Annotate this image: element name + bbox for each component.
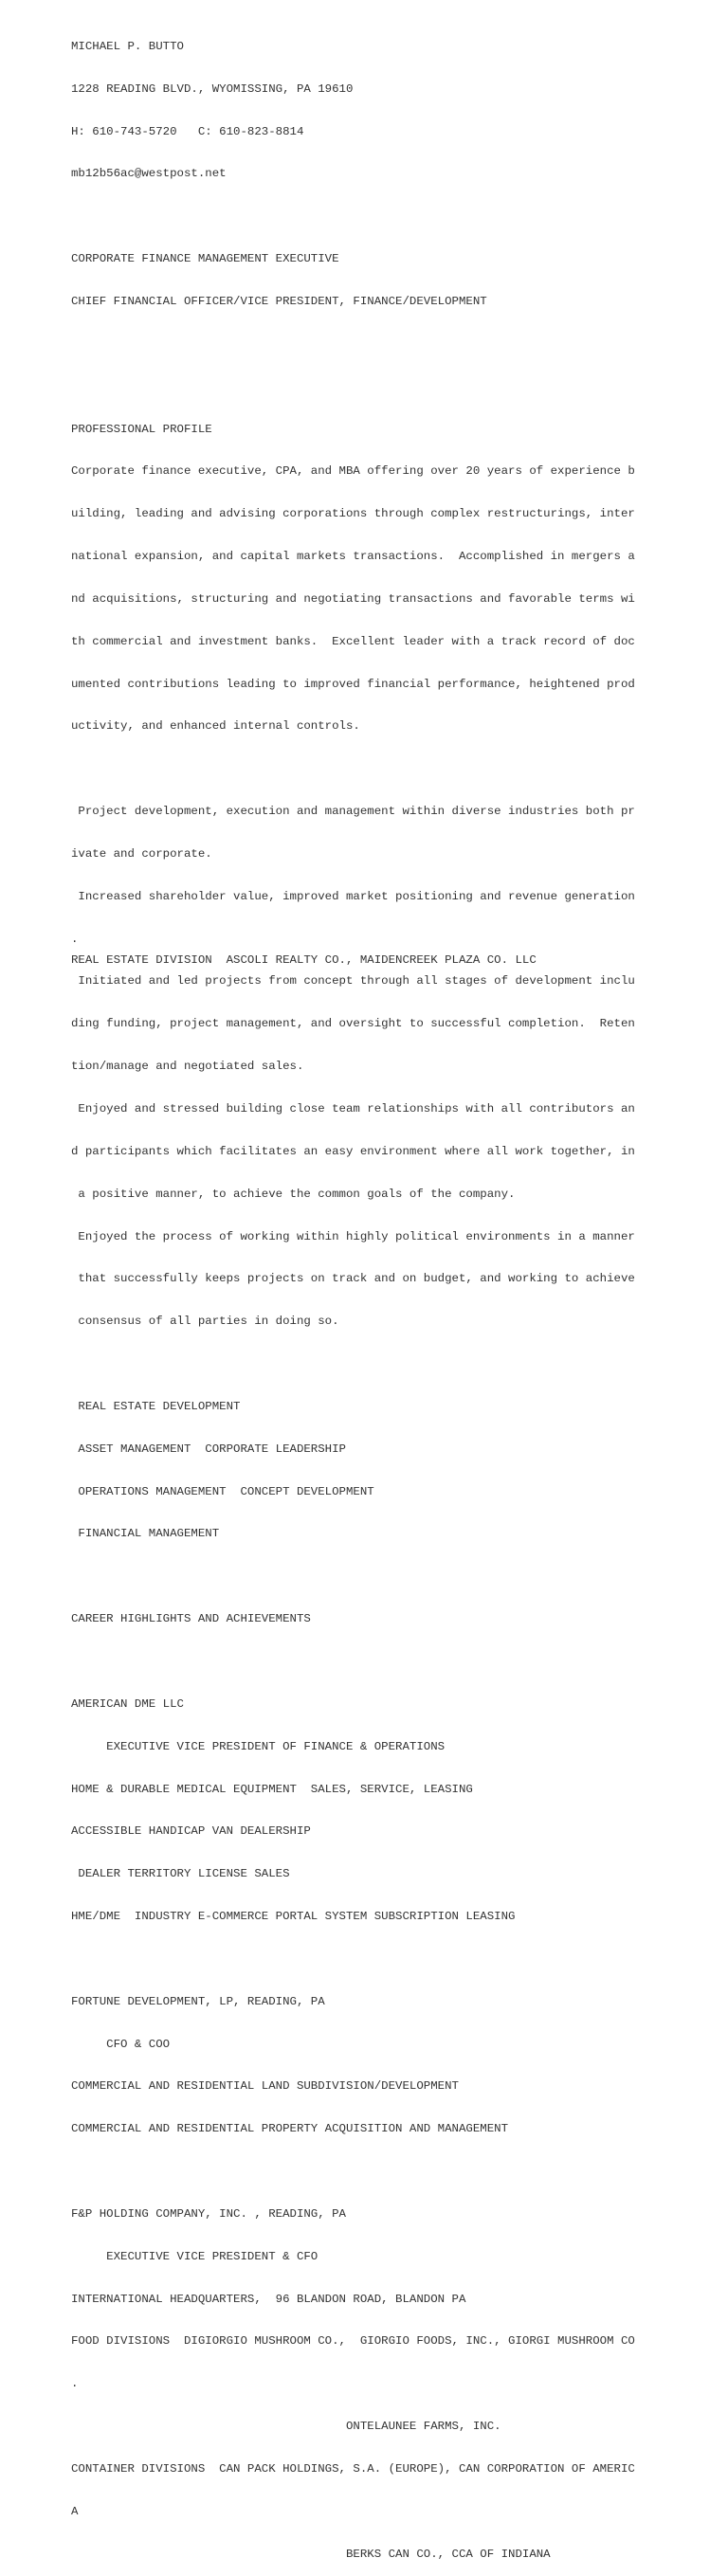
skill-line: ASSET MANAGEMENT CORPORATE LEADERSHIP <box>71 1442 346 1456</box>
applicant-address: 1228 READING BLVD., WYOMISSING, PA 19610 <box>71 82 354 96</box>
blank-line <box>71 2165 659 2179</box>
job-line: DEALER TERRITORY LICENSE SALES <box>71 1867 290 1881</box>
profile-bullet-line: ding funding, project management, and oversight to successful completion. Reten <box>71 1017 635 1031</box>
profile-bullet-line: Increased shareholder value, improved market positioning and revenue generation <box>71 889 635 903</box>
profile-bullet-line: Enjoyed and stressed building close team relationships with all contributors an <box>71 1102 635 1116</box>
skill-line: OPERATIONS MANAGEMENT CONCEPT DEVELOPMENT <box>71 1484 374 1498</box>
job-line: CFO & COO <box>71 2037 171 2051</box>
profile-text-line: national expansion, and capital markets transactions. Accomplished in mergers a <box>71 550 635 564</box>
profile-text-line: nd acquisitions, structuring and negotiating transactions and favorable terms wi <box>71 591 635 606</box>
job-line: COMMERCIAL AND RESIDENTIAL LAND SUBDIVISION/DEVELOPMENT <box>71 2079 459 2094</box>
job-line: . <box>71 2377 79 2391</box>
profile-bullet-line: consensus of all parties in doing so. <box>71 1315 339 1329</box>
profile-bullet-line: Project development, execution and management within diverse industries both pr <box>71 805 635 819</box>
profile-text-line: Corporate finance executive, CPA, and MBA offering over 20 years of experience b <box>71 464 635 479</box>
blank-line <box>71 337 659 352</box>
blank-line <box>71 1357 659 1371</box>
job-line: A <box>71 2504 79 2518</box>
profile-bullet-line: Enjoyed the process of working within highly political environments in a manner <box>71 1229 635 1243</box>
resume-document <box>71 11 659 2576</box>
career-heading: CAREER HIGHLIGHTS AND ACHIEVEMENTS <box>71 1612 311 1626</box>
job-line: HME/DME INDUSTRY E-COMMERCE PORTAL SYSTEM SUBSCRIPTION LEASING <box>71 1910 516 1924</box>
blank-line <box>71 1655 659 1669</box>
profile-bullet-line: that successfully keeps projects on track and on budget, and working to achieve <box>71 1272 635 1286</box>
title-line: CORPORATE FINANCE MANAGEMENT EXECUTIVE <box>71 252 339 266</box>
real-estate-division-line: REAL ESTATE DIVISION ASCOLI REALTY CO., MAIDENCREEK PLAZA CO. LLC <box>71 953 537 967</box>
profile-bullet-line: ivate and corporate. <box>71 846 212 861</box>
profile-bullet-line: Initiated and led projects from concept through all stages of development inclu <box>71 974 635 989</box>
title-line: CHIEF FINANCIAL OFFICER/VICE PRESIDENT, FINANCE/DEVELOPMENT <box>71 294 487 308</box>
profile-text-line: uctivity, and enhanced internal controls. <box>71 719 360 734</box>
job-line: EXECUTIVE VICE PRESIDENT OF FINANCE & OPERATIONS <box>71 1739 446 1753</box>
job-line: BERKS CAN CO., CCA OF INDIANA <box>71 2547 551 2561</box>
applicant-phones: H: 610-743-5720 C: 610-823-8814 <box>71 124 304 138</box>
job-line: ACCESSIBLE HANDICAP VAN DEALERSHIP <box>71 1824 311 1839</box>
profile-bullet-line: tion/manage and negotiated sales. <box>71 1060 304 1074</box>
job-line: COMMERCIAL AND RESIDENTIAL PROPERTY ACQUISITION AND MANAGEMENT <box>71 2122 509 2136</box>
job-line: F&P HOLDING COMPANY, INC. , READING, PA <box>71 2206 346 2221</box>
applicant-name: MICHAEL P. BUTTO <box>71 39 184 53</box>
blank-line <box>71 380 659 394</box>
profile-heading: PROFESSIONAL PROFILE <box>71 422 212 436</box>
skill-line: REAL ESTATE DEVELOPMENT <box>71 1399 241 1413</box>
job-line: INTERNATIONAL HEADQUARTERS, 96 BLANDON ROAD, BLANDON PA <box>71 2292 466 2306</box>
job-line: CONTAINER DIVISIONS CAN PACK HOLDINGS, S.A. (EUROPE), CAN CORPORATION OF AMERIC <box>71 2462 635 2476</box>
job-line: AMERICAN DME LLC <box>71 1696 184 1711</box>
blank-line <box>71 1952 659 1967</box>
blank-line <box>71 209 659 224</box>
job-line: ONTELAUNEE FARMS, INC. <box>71 2420 501 2434</box>
job-line: HOME & DURABLE MEDICAL EQUIPMENT SALES, SERVICE, LEASING <box>71 1782 473 1796</box>
profile-bullet-line: . <box>71 932 79 946</box>
job-line: EXECUTIVE VICE PRESIDENT & CFO <box>71 2249 318 2263</box>
profile-text-line: uilding, leading and advising corporations through complex restructurings, inter <box>71 507 635 521</box>
blank-line <box>71 1569 659 1584</box>
blank-line <box>71 762 659 776</box>
skill-line: FINANCIAL MANAGEMENT <box>71 1527 220 1541</box>
job-line: FORTUNE DEVELOPMENT, LP, READING, PA <box>71 1994 325 2008</box>
applicant-email: mb12b56ac@westpost.net <box>71 167 227 181</box>
job-line: FOOD DIVISIONS DIGIORGIO MUSHROOM CO., GIORGIO FOODS, INC., GIORGI MUSHROOM CO <box>71 2334 635 2349</box>
profile-bullet-line: d participants which facilitates an easy environment where all work together, in <box>71 1144 635 1158</box>
profile-bullet-line: a positive manner, to achieve the common goals of the company. <box>71 1187 516 1201</box>
profile-text-line: th commercial and investment banks. Excellent leader with a track record of doc <box>71 634 635 648</box>
profile-text-line: umented contributions leading to improved financial performance, heightened prod <box>71 677 635 691</box>
